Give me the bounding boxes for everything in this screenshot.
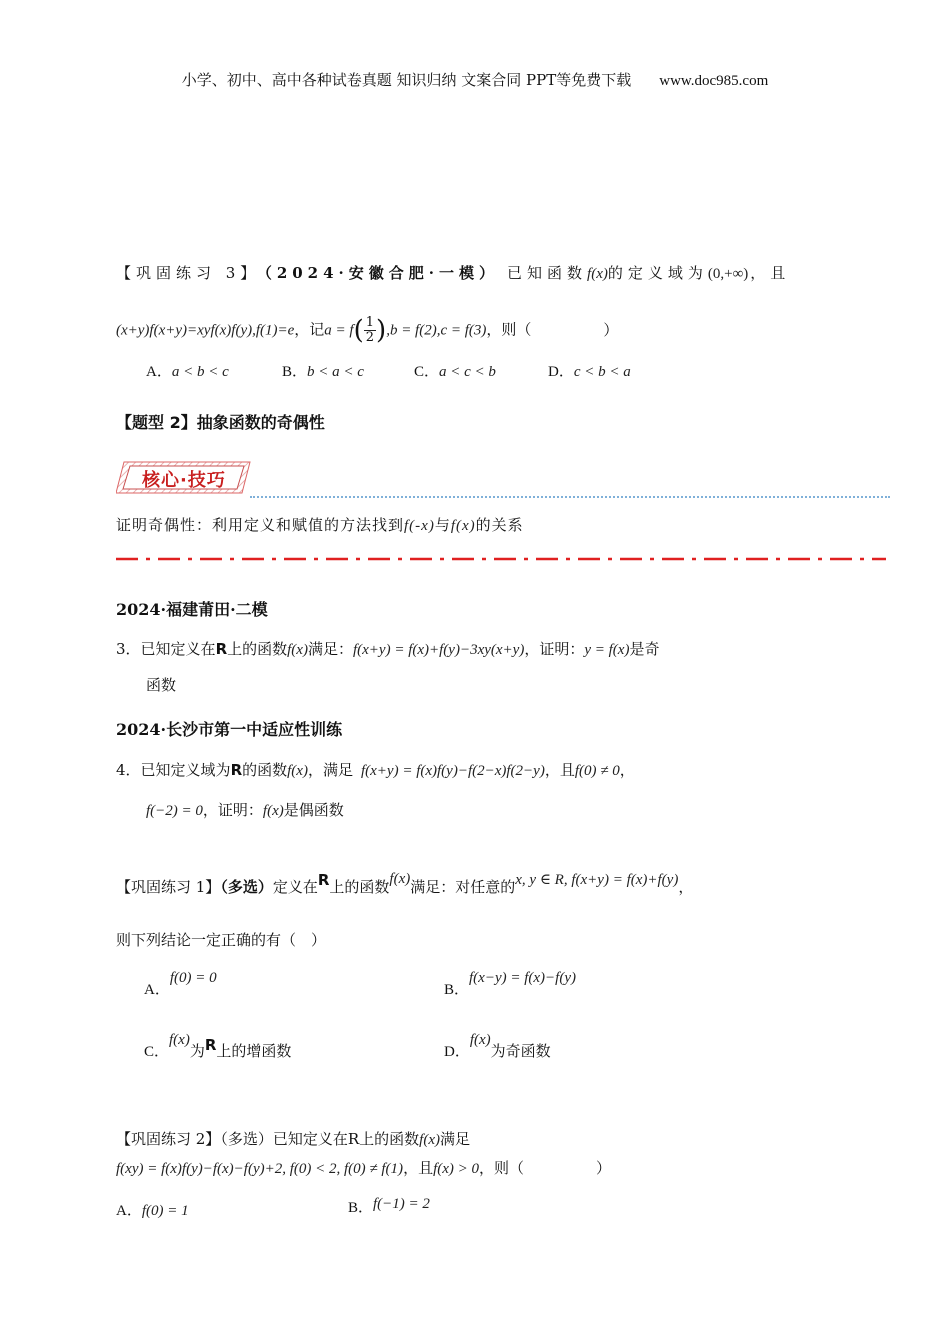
- option-label: D．: [548, 364, 574, 380]
- practice3-option-d: [548, 360, 631, 383]
- practice3-equation: (x+y)f(x+y)=xyf(x)f(y),f(1)=e: [116, 322, 295, 339]
- option-suffix: 上的增函数: [216, 1042, 292, 1060]
- p2-and: ，且: [403, 1159, 434, 1177]
- tip-badge: [116, 460, 252, 496]
- badge-text: 核心·技巧: [142, 470, 226, 491]
- q3-R: R: [215, 640, 228, 658]
- practice3-then: ，则（: [486, 320, 532, 339]
- p2-satisfy: 满足: [439, 1130, 470, 1148]
- q4-cond: f(0) ≠ 0: [574, 763, 620, 779]
- q4-satisfy: ，满足: [307, 761, 353, 779]
- q4-comma: ，: [619, 761, 635, 779]
- q4-is: 是偶函数: [283, 801, 344, 819]
- p1-label: 【巩固练习 1】: [116, 878, 221, 896]
- q3-mid: 上的函数: [227, 640, 288, 658]
- practice3-note-pre: ，记: [294, 320, 325, 339]
- option-expr: a < b < c: [171, 364, 229, 380]
- p1-option-a: [144, 970, 217, 1001]
- tip-fx: f(x): [450, 518, 476, 534]
- option-label: C．: [144, 1044, 170, 1060]
- practice3-line1: [116, 262, 790, 285]
- header-text: 小学、初中、高中各种试卷真题 知识归纳 文案合同 PPT等免费下载: [181, 71, 632, 89]
- p2-line1: [116, 1128, 470, 1151]
- q3-fx: f(x): [287, 642, 308, 658]
- p2-equation: f(xy) = f(x)f(y)−f(x)−f(y)+2, f(0) < 2, f(0) ≠ f(1): [116, 1161, 404, 1177]
- p2-option-b: [348, 1196, 430, 1219]
- p1-option-c: [144, 1032, 292, 1063]
- p1-line2: 则下列结论一定正确的有（ ）: [116, 931, 327, 949]
- practice3-option-c: [414, 360, 496, 383]
- option-expr: b < a < c: [307, 364, 364, 380]
- q3-line1: [116, 638, 659, 661]
- practice3-tail: ，且: [750, 264, 791, 282]
- option-label: B．: [444, 982, 470, 998]
- practice3-def-rest: ,b = f(2),c = f(3): [386, 322, 487, 339]
- practice3-def-a: a = f: [324, 322, 354, 339]
- q3-equation: f(x+y) = f(x)+f(y)−3xy(x+y): [352, 642, 525, 658]
- p2-option-a: [116, 1199, 189, 1222]
- q4-fx: f(x): [287, 763, 308, 779]
- source-fujian: 2024·福建莆田·二模: [116, 600, 268, 619]
- option-label: D．: [444, 1044, 470, 1060]
- type2-title: 【题型 2】抽象函数的奇偶性: [116, 413, 325, 432]
- dash-dot-divider: [116, 556, 886, 562]
- p1-mid: 上的函数: [329, 878, 390, 896]
- q4-equation: f(x+y) = f(x)f(y)−f(2−x)f(2−y): [360, 763, 545, 779]
- q4-mid: 的函数: [242, 761, 288, 779]
- p2-line2: [116, 1157, 611, 1180]
- option-expr: f(−1) = 2: [373, 1196, 430, 1212]
- option-label: C．: [414, 364, 440, 380]
- practice3-source: （2024·安徽合肥·一模）: [264, 264, 500, 282]
- p2-fx: f(x): [419, 1132, 440, 1148]
- p2-mid: 上的函数: [359, 1130, 420, 1148]
- option-expr: f(x): [469, 1032, 491, 1048]
- practice3-fx: f(x): [587, 266, 608, 282]
- practice3-mid: 的定义域为: [607, 264, 708, 282]
- option-label: A．: [146, 364, 172, 380]
- option-label: B．: [348, 1200, 374, 1216]
- p2-then: ，则（: [479, 1159, 525, 1177]
- p1-fx: f(x): [389, 871, 411, 887]
- practice3-option-a: [146, 360, 229, 383]
- practice3-domain: (0,+∞): [707, 266, 749, 282]
- q3-num: 3．: [116, 640, 141, 658]
- practice3-option-b: [282, 360, 364, 383]
- option-expr: f(0) = 0: [169, 970, 217, 986]
- p2-close: ）: [596, 1159, 612, 1177]
- fraction-num: 1: [365, 315, 375, 330]
- q3-prove: ，证明：: [524, 640, 585, 658]
- q3-line2: 函数: [146, 676, 177, 694]
- q4-fx2: f(x): [262, 803, 284, 819]
- source-changsha: 2024·长沙市第一中适应性训练: [116, 720, 343, 739]
- p1-pre: 定义在: [272, 878, 318, 896]
- p2-pre: 已知定义在: [272, 1130, 348, 1148]
- p1-satisfy: 满足：对任意的: [410, 878, 516, 896]
- tip-post: 的关系: [475, 516, 524, 534]
- option-expr: a < c < b: [439, 364, 496, 380]
- tip-pre: 证明奇偶性：利用定义和赋值的方法找到: [116, 516, 405, 534]
- q4-num: 4．: [116, 761, 141, 779]
- q4-line2: [146, 799, 344, 822]
- q3-y: y = f(x): [584, 642, 630, 658]
- p1-option-b: [444, 970, 576, 1001]
- q3-pre: 已知定义在: [140, 640, 216, 658]
- left-paren: (: [353, 315, 364, 346]
- option-expr: c < b < a: [573, 364, 631, 380]
- practice3-lead: 已知函数: [507, 264, 588, 282]
- tip-text: [116, 514, 524, 537]
- option-expr: f(x): [169, 1032, 190, 1048]
- q4-pre: 已知定义域为: [140, 761, 231, 779]
- option-expr: f(x−y) = f(x)−f(y): [469, 970, 576, 986]
- q4-cond2: f(−2) = 0: [146, 803, 203, 819]
- practice3-line2: [116, 316, 618, 345]
- q4-and: ，且: [544, 761, 575, 779]
- p2-R: R: [347, 1130, 360, 1148]
- p1-comma: ，: [678, 878, 694, 896]
- q4-prove: ，证明：: [202, 801, 263, 819]
- fraction-den: 2: [365, 330, 375, 345]
- dotted-divider: [250, 496, 890, 498]
- option-R: R: [204, 1036, 217, 1054]
- p1-multi: （多选）: [220, 878, 273, 896]
- header-site[interactable]: www.doc985.com: [659, 73, 769, 89]
- option-label: A．: [144, 982, 170, 998]
- fraction-half: [364, 316, 376, 345]
- p1-option-d: [444, 1032, 551, 1063]
- q3-is: 是奇: [629, 640, 660, 658]
- p2-multi: （多选）: [220, 1130, 273, 1148]
- tip-f-negx: f(-x): [404, 518, 435, 534]
- option-label: B．: [282, 364, 308, 380]
- option-label: A．: [116, 1203, 142, 1219]
- q4-line1: [116, 759, 635, 782]
- option-suffix: 为: [189, 1042, 205, 1060]
- page-header: [0, 69, 950, 90]
- practice3-label: 【巩固练习 3】: [116, 264, 261, 282]
- q3-satisfy: 满足：: [307, 640, 353, 658]
- p2-cond: f(x) > 0: [433, 1161, 480, 1177]
- option-suffix: 为奇函数: [490, 1042, 551, 1060]
- option-expr: f(0) = 1: [141, 1203, 189, 1219]
- q4-R: R: [230, 761, 243, 779]
- right-paren: ): [376, 315, 387, 346]
- practice3-close: ）: [603, 320, 619, 339]
- p1-line1: [116, 871, 694, 899]
- p2-label: 【巩固练习 2】: [116, 1130, 221, 1148]
- p1-cond: x, y ∈ R, f(x+y) = f(x)+f(y): [515, 872, 679, 888]
- p1-R: R: [317, 871, 330, 889]
- tip-mid: 与: [434, 516, 451, 534]
